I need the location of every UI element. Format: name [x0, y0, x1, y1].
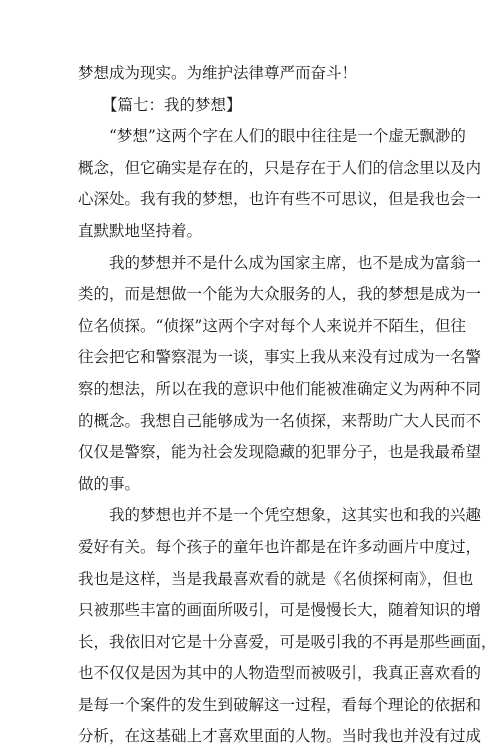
text-line: 分析，在这基础上才喜欢里面的人物。当时我也并没有过成 — [78, 727, 482, 746]
paragraph-first-line: 我的梦想并不是什么成为国家主席，也不是成为富翁一 — [109, 253, 482, 272]
text-line: 梦想成为现实。为维护法律尊严而奋斗！ — [78, 64, 358, 82]
text-line: 也不仅仅是因为其中的人物造型而被吸引，我真正喜欢看的 — [78, 664, 482, 683]
text-line: 的概念。我想自己能够成为一名侦探，来帮助广大人民而不 — [78, 411, 482, 430]
text-line: 做的事。 — [78, 474, 141, 493]
text-line: 只被那些丰富的画面所吸引，可是慢慢长大，随着知识的增 — [78, 601, 482, 620]
text-line: 心深处。我有我的梦想，也许有些不可思议，但是我也会一 — [78, 190, 482, 209]
text-line: 位名侦探。“侦探”这两个字对每个人来说并不陌生，但往 — [78, 316, 466, 335]
section-heading: 【篇七：我的梦想】 — [102, 95, 242, 114]
document-page — [78, 58, 497, 753]
text-line: 类的，而是想做一个能为大众服务的人，我的梦想是成为一 — [78, 285, 482, 304]
text-line: 我也是这样，当是我最喜欢看的就是《名侦探柯南》，但也 — [78, 569, 474, 588]
text-line: 往会把它和警察混为一谈，事实上我从来没有过成为一名警 — [78, 348, 482, 367]
paragraph-first-line: 我的梦想也并不是一个凭空想象，这其实也和我的兴趣 — [109, 506, 482, 525]
paragraph-first-line: “梦想”这两个字在人们的眼中往往是一个虚无飘渺的 — [109, 127, 466, 146]
text-line: 概念，但它确实是存在的，只是存在于人们的信念里以及内 — [78, 158, 482, 177]
text-line: 直默默地坚持着。 — [78, 221, 203, 240]
text-line: 长，我依旧对它是十分喜爱，可是吸引我的不再是那些画面， — [78, 632, 497, 651]
text-line: 是每一个案件的发生到破解这一过程，看每个理论的依据和 — [78, 695, 482, 714]
text-line: 仅仅是警察，能为社会发现隐藏的犯罪分子，也是我最希望 — [78, 443, 482, 462]
text-line: 察的想法，所以在我的意识中他们能被准确定义为两种不同 — [78, 379, 482, 398]
text-line: 爱好有关。每个孩子的童年也许都是在许多动画片中度过， — [78, 537, 482, 556]
